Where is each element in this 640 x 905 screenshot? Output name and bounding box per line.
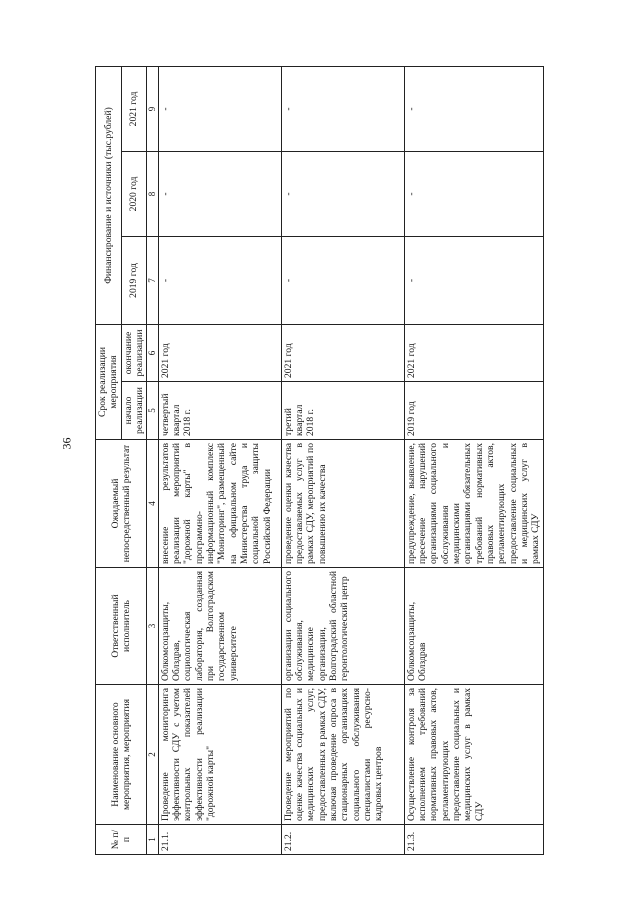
index-cell: 4 bbox=[147, 440, 159, 568]
finance-2021: - bbox=[404, 66, 543, 151]
activity-name: Осуществление контроля за исполнением требований нормативных правовых актов, регламентирующих предоставление социальных и медицинских услуг в рамках СДУ bbox=[404, 685, 543, 825]
header-term-end: окончание реализации bbox=[121, 324, 147, 381]
expected-result: внесение результатов реализации мероприятий "дорожной карты" в программно-информационный комплекс "Мониторинг", размещенный на официальном сайте Министерства труда и социальной защиты Российской Федерации bbox=[158, 440, 281, 568]
term-start: третий квартал 2018 г. bbox=[281, 382, 404, 440]
index-cell: 7 bbox=[147, 236, 159, 324]
row-number: 21.3. bbox=[404, 825, 543, 855]
table-row bbox=[158, 66, 281, 854]
index-cell: 2 bbox=[147, 685, 159, 825]
index-cell: 9 bbox=[147, 66, 159, 151]
header-num: № п/п bbox=[96, 825, 147, 855]
row-number: 21.2. bbox=[281, 825, 404, 855]
row-number: 21.1. bbox=[158, 825, 281, 855]
activity-name: Проведение мероприятий по оценке качества социальных и медицинских услуг, предоставленных в рамках СДУ, включая проведение опроса в стационарных организациях социального обслуживания специалистами ресурсно-кадровых центров bbox=[281, 685, 404, 825]
header-result: Ожидаемый непосредственный результат bbox=[96, 440, 147, 568]
term-start: 2019 год bbox=[404, 382, 543, 440]
header-term-start: начало реализации bbox=[121, 382, 147, 440]
header-finance: Финансирование и источники (тыс.рублей) bbox=[96, 66, 122, 324]
finance-2021: - bbox=[281, 66, 404, 151]
table-row bbox=[281, 66, 404, 854]
term-start: четвертый квартал 2018 г. bbox=[158, 382, 281, 440]
term-end: 2021 год bbox=[281, 324, 404, 381]
term-end: 2021 год bbox=[404, 324, 543, 381]
finance-2020: - bbox=[404, 151, 543, 236]
index-cell: 1 bbox=[147, 825, 159, 855]
index-cell: 3 bbox=[147, 568, 159, 685]
finance-2019: - bbox=[404, 236, 543, 324]
executor: Облкомсоцзащиты, Облздрав bbox=[404, 568, 543, 685]
term-end: 2021 год bbox=[158, 324, 281, 381]
finance-2020: - bbox=[281, 151, 404, 236]
column-index-row bbox=[147, 66, 159, 854]
index-cell: 5 bbox=[147, 382, 159, 440]
header-name: Наименование основного мероприятия, мероприятия bbox=[96, 685, 147, 825]
expected-result: проведение оценки качества предоставляемых услуг в рамках СДУ, мероприятий по повышению их качества bbox=[281, 440, 404, 568]
executor: организации социального обслуживания, медицинские организации, Волгоградский областной геронтологический центр bbox=[281, 568, 404, 685]
rotated-table-container bbox=[95, 67, 613, 855]
header-2020: 2020 год bbox=[121, 151, 147, 236]
activities-table bbox=[95, 66, 544, 855]
header-term: Срок реализации мероприятия bbox=[96, 324, 122, 439]
finance-2019: - bbox=[281, 236, 404, 324]
page-number: 36 bbox=[59, 437, 74, 450]
activity-name: Проведение мониторинга эффективности СДУ с учетом контрольных показателей эффективности реализации "дорожной карты" bbox=[158, 685, 281, 825]
finance-2020: - bbox=[158, 151, 281, 236]
header-2019: 2019 год bbox=[121, 236, 147, 324]
finance-2019: - bbox=[158, 236, 281, 324]
header-2021: 2021 год bbox=[121, 66, 147, 151]
header-executor: Ответственный исполнитель bbox=[96, 568, 147, 685]
index-cell: 6 bbox=[147, 324, 159, 381]
index-cell: 8 bbox=[147, 151, 159, 236]
executor: Облкомсоцзащиты, Облздрав, социологическая лаборатория, созданная при Волгоградском государственном университете bbox=[158, 568, 281, 685]
expected-result: предупреждение, выявление, пресечение нарушений организациями социального обслуживания и медицинскими организациями обязательных требований нормативных правовых актов, регламентирующих предоставление социальных и медицинских услуг в рамках СДУ bbox=[404, 440, 543, 568]
table-row bbox=[404, 66, 543, 854]
finance-2021: - bbox=[158, 66, 281, 151]
